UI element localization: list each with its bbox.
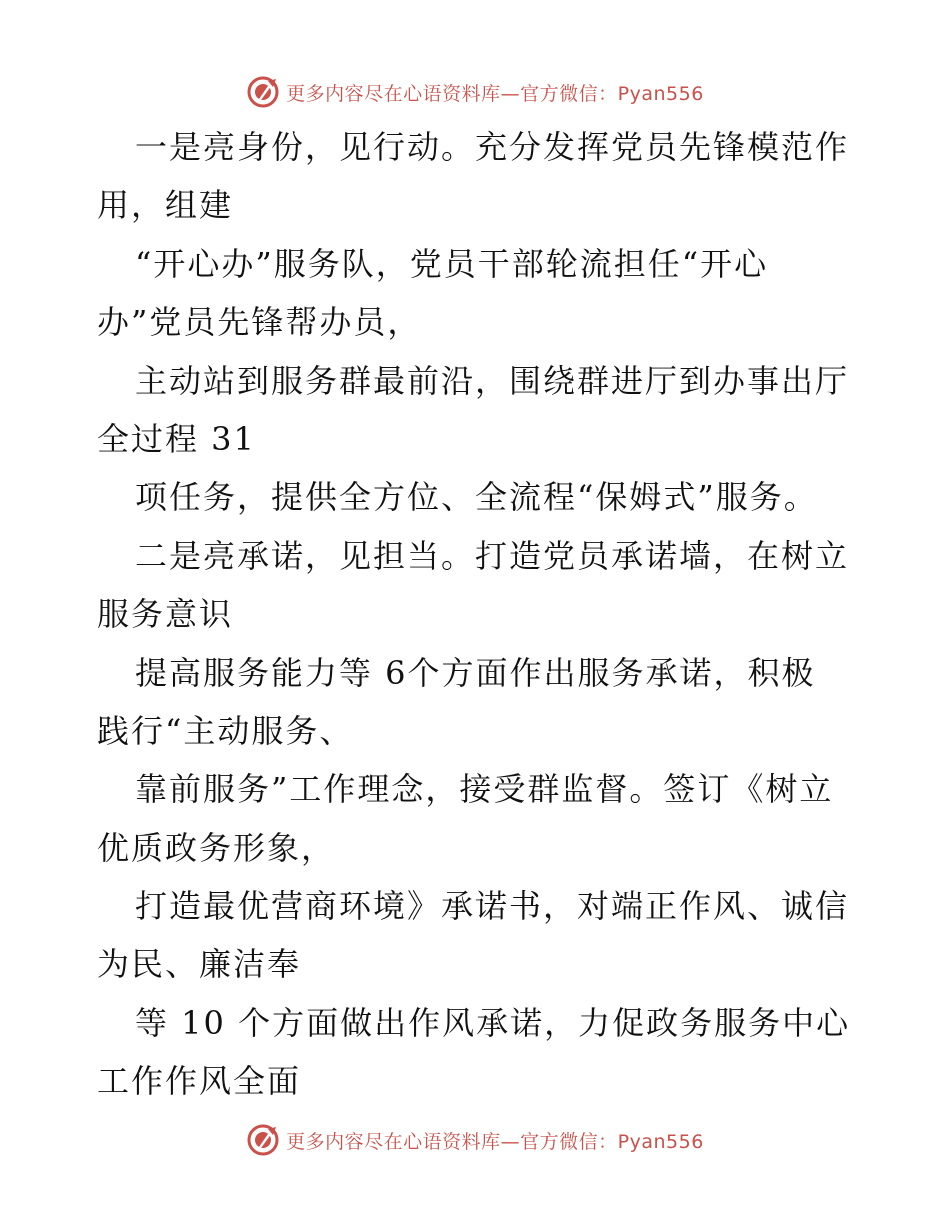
footer-banner-text: 更多内容尽在心语资料库—官方微信：Pyan556 <box>286 1130 704 1153</box>
paragraph-line: 全过程 31 <box>97 419 256 458</box>
paragraph-line: 提高服务能力等 6个方面作出服务承诺，积极 <box>135 653 816 692</box>
paragraph-line: 等 10 个方面做出作风承诺，力促政务服务中心 <box>135 1003 851 1042</box>
paragraph-line: 用，组建 <box>97 186 234 225</box>
quill-seal-icon <box>246 75 280 109</box>
quill-seal-icon <box>246 1123 280 1157</box>
header-banner-text: 更多内容尽在心语资料库—官方微信：Pyan556 <box>286 82 704 105</box>
paragraph-line: 服务意识 <box>97 595 234 634</box>
paragraph-line: “开心办”服务队，党员干部轮流担任“开心 <box>135 244 769 283</box>
paragraph-line: 项任务，提供全方位、全流程“保姆式”服务。 <box>135 478 818 517</box>
paragraph-line: 践行“主动服务、 <box>97 711 354 750</box>
paragraph-line: 为民、廉洁奉 <box>97 945 302 984</box>
paragraph-line: 优质政务形象， <box>97 828 336 867</box>
paragraph-line: 主动站到服务群最前沿，围绕群进厅到办事出厅 <box>135 361 850 400</box>
paragraph-line: 办”党员先锋帮办员， <box>97 303 422 342</box>
paragraph-line: 二是亮承诺，见担当。打造党员承诺墙，在树立 <box>135 536 850 575</box>
paragraph-line: 靠前服务”工作理念，接受群监督。签订《树立 <box>135 770 834 809</box>
paragraph-line: 一是亮身份，见行动。充分发挥党员先锋模范作 <box>135 128 850 166</box>
document-body <box>97 118 857 1111</box>
paragraph-line: 工作作风全面 <box>97 1062 302 1101</box>
header-banner <box>0 72 950 112</box>
footer-banner <box>0 1120 950 1160</box>
paragraph-line: 打造最优营商环境》承诺书，对端正作风、诚信 <box>135 887 850 926</box>
